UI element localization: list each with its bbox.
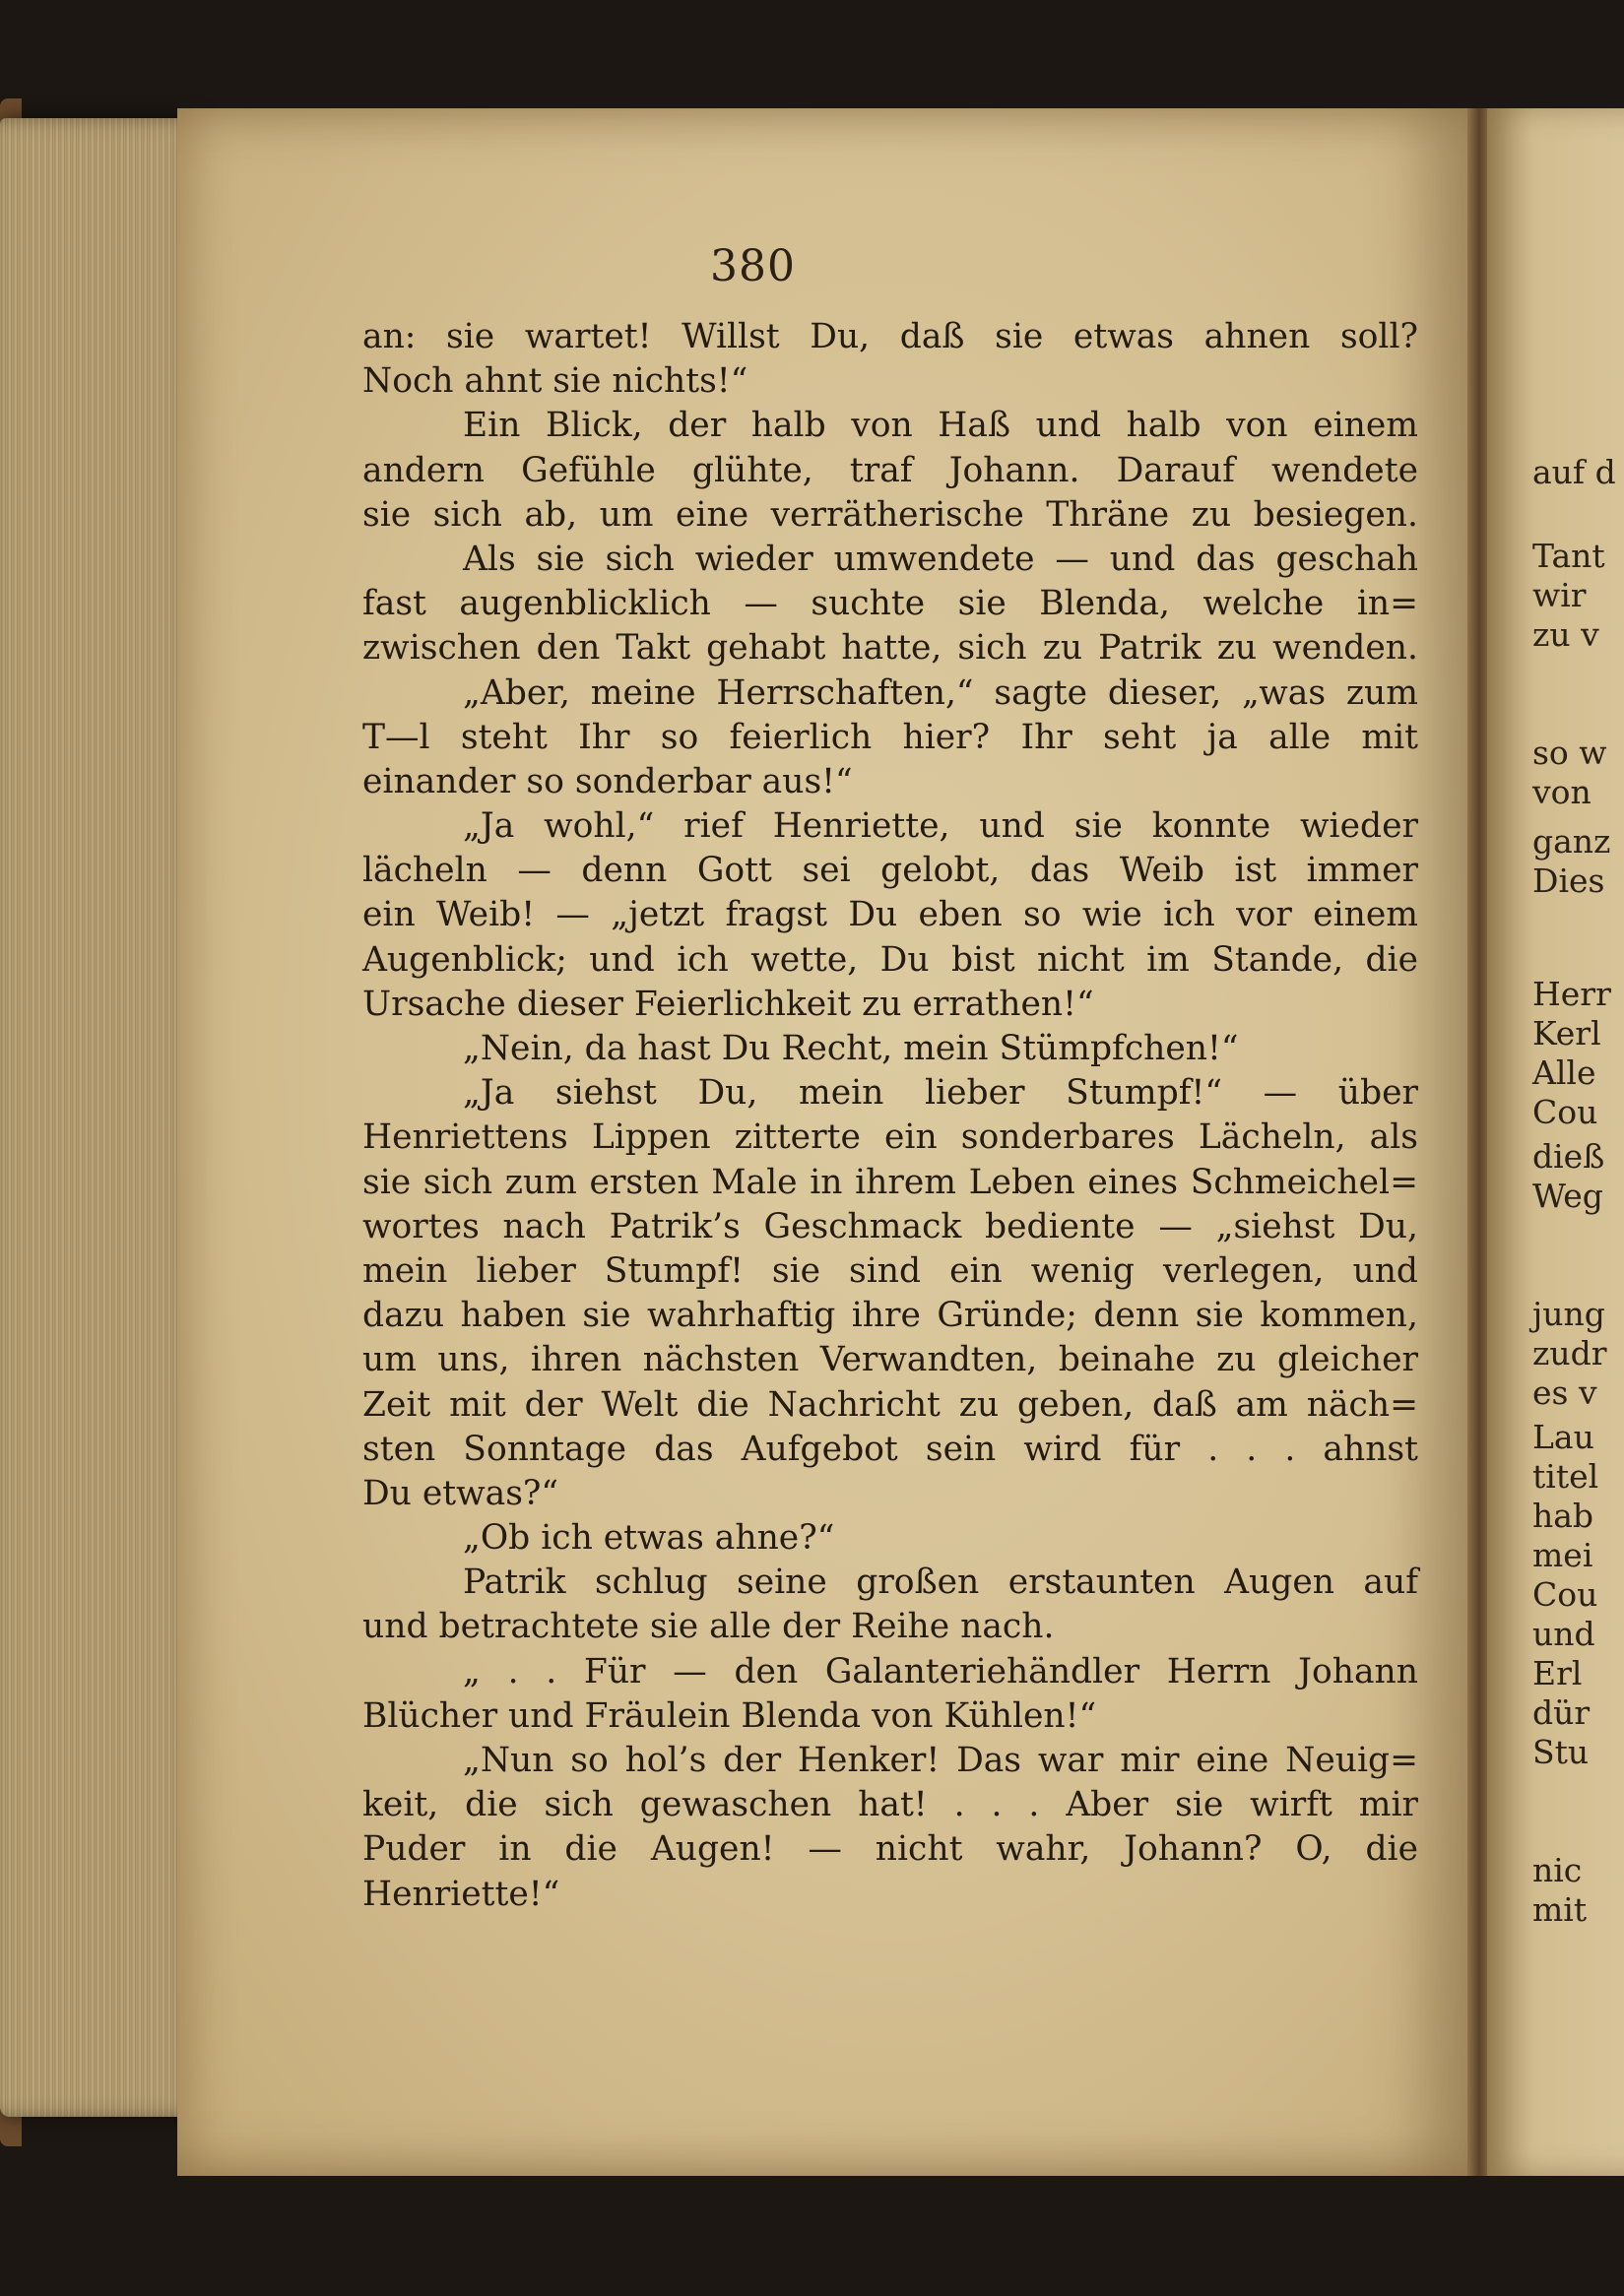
facing-page-line: ganz — [1532, 822, 1611, 861]
text-line: mein lieber Stumpf! sie sind ein wenig verlegen, und — [362, 1250, 1418, 1291]
text-line: sie sich ab, um eine verrätherische Thräne zu besiegen. — [362, 494, 1418, 535]
text-line: „Ob ich etwas ahne?“ — [463, 1518, 835, 1559]
facing-page-line: Weg — [1532, 1177, 1603, 1215]
text-line: Patrik schlug seine großen erstaunten Augen auf — [463, 1563, 1418, 1603]
facing-page-line: zudr — [1532, 1334, 1607, 1372]
text-line: sten Sonntage das Aufgebot sein wird für . . . ahnst — [362, 1429, 1418, 1469]
text-line: einander so sonderbar aus!“ — [362, 761, 853, 801]
facing-page-line: Cou — [1532, 1575, 1598, 1614]
text-line: andern Gefühle glühte, traf Johann. Darauf wendete — [362, 450, 1418, 490]
text-line: zwischen den Takt gehabt hatte, sich zu Patrik zu wenden. — [362, 628, 1418, 669]
facing-page-line: und — [1532, 1615, 1595, 1653]
text-line: Henriettens Lippen zitterte ein sonderbares Lächeln, als — [362, 1117, 1418, 1158]
text-line: „ . . Für — den Galanteriehändler Herrn Johann — [463, 1651, 1418, 1691]
facing-page-line: dür — [1532, 1693, 1591, 1732]
facing-page-line: auf d — [1532, 453, 1616, 491]
text-line: fast augenblicklich — suchte sie Blenda, welche in= — [362, 584, 1418, 624]
text-line: Ursache dieser Feierlichkeit zu errathen!“ — [362, 984, 1094, 1024]
facing-page-line: titel — [1532, 1457, 1599, 1496]
text-line: Noch ahnt sie nichts!“ — [362, 361, 748, 402]
body-text — [362, 315, 1418, 1917]
text-line: sie sich zum ersten Male in ihrem Leben eines Schmeichel= — [362, 1162, 1418, 1202]
text-line: um uns, ihren nächsten Verwandten, beinahe zu gleicher — [362, 1340, 1418, 1380]
facing-page-line: Lau — [1532, 1418, 1594, 1456]
text-line: Augenblick; und ich wette, Du bist nicht im Stande, die — [362, 939, 1418, 980]
text-line: „Nein, da hast Du Recht, mein Stümpfchen!“ — [463, 1029, 1239, 1068]
facing-page-line: es v — [1532, 1373, 1597, 1412]
text-line: ein Weib! — „jetzt fragst Du eben so wie ich vor einem — [362, 895, 1418, 935]
facing-page-line: jung — [1532, 1295, 1605, 1333]
text-line: Blücher und Fräulein Blenda von Kühlen!“ — [362, 1695, 1097, 1736]
facing-page-line: so w — [1532, 733, 1607, 772]
text-line: und betrachtete sie alle der Reihe nach. — [362, 1607, 1055, 1647]
facing-page-line: Herr — [1532, 975, 1611, 1013]
facing-page-line: hab — [1532, 1497, 1594, 1535]
page-stack-edge — [0, 118, 197, 2117]
facing-page-line: Erl — [1532, 1654, 1583, 1692]
facing-page-line: mit — [1532, 1890, 1588, 1929]
facing-page-line: Stu — [1532, 1733, 1590, 1771]
text-line: „Aber, meine Herrschaften,“ sagte dieser, „was zum — [463, 672, 1418, 713]
text-line: an: sie wartet! Willst Du, daß sie etwas ahnen soll? — [362, 317, 1418, 356]
text-line: Ein Blick, der halb von Haß und halb von einem — [463, 406, 1418, 446]
facing-page-line: wir — [1532, 576, 1587, 614]
text-line: „Ja wohl,“ rief Henriette, und sie konnte wieder — [463, 806, 1418, 847]
facing-page-line: Alle — [1532, 1053, 1596, 1092]
page-number: 380 — [710, 241, 796, 291]
text-line: Puder in die Augen! — nicht wahr, Johann? O, die — [362, 1829, 1418, 1870]
text-line: keit, die sich gewaschen hat! . . . Aber sie wirft mir — [362, 1785, 1418, 1825]
facing-page-line: dieß — [1532, 1137, 1605, 1176]
facing-page-line: Cou — [1532, 1093, 1598, 1131]
text-line: „Nun so hol’s der Henker! Das war mir eine Neuig= — [463, 1741, 1418, 1780]
text-line: T—l steht Ihr so feierlich hier? Ihr seht ja alle mit — [362, 717, 1418, 757]
text-line: Du etwas?“ — [362, 1473, 559, 1513]
text-line: wortes nach Patrik’s Geschmack bediente — „siehst Du, — [362, 1206, 1418, 1246]
facing-page-line: zu v — [1532, 615, 1599, 654]
facing-page-line: Dies — [1532, 861, 1605, 900]
facing-page-line: mei — [1532, 1536, 1593, 1574]
text-line: Als sie sich wieder umwendete — und das geschah — [463, 539, 1418, 579]
text-line: dazu haben sie wahrhaftig ihre Gründe; denn sie kommen, — [362, 1296, 1418, 1336]
facing-page-line: von — [1532, 773, 1592, 811]
facing-page-line: Kerl — [1532, 1014, 1601, 1052]
facing-page-line: Tant — [1532, 537, 1605, 575]
text-line: Zeit mit der Welt die Nachricht zu geben, daß am näch= — [362, 1384, 1418, 1425]
text-line: lächeln — denn Gott sei gelobt, das Weib ist immer — [362, 851, 1418, 891]
text-line: „Ja siehst Du, mein lieber Stumpf!“ — über — [463, 1073, 1418, 1114]
text-line: Henriette!“ — [362, 1874, 560, 1914]
facing-page-line: nic — [1532, 1851, 1583, 1889]
